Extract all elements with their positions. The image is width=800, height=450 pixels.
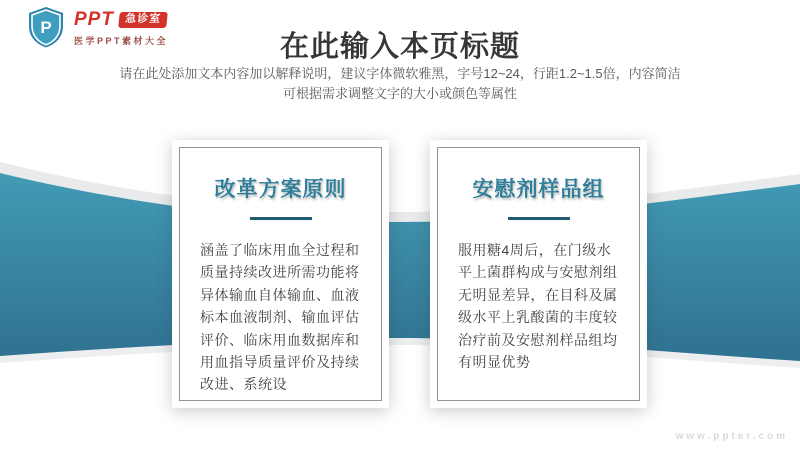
page-subtitle-line1: 请在此处添加文本内容加以解释说明，建议字体微软雅黑，字号12~24，行距1.2~1.5倍，内容简洁 — [119, 66, 681, 81]
card-left-body: 涵盖了临床用血全过程和质量持续改进所需功能将异体输血自体输血、血液标本血液制剂、输血评估评价、临床用血数据库和用血指导质量评价及持续改进、系统设 — [200, 242, 360, 393]
content-card-right-frame — [437, 147, 640, 401]
logo-subtitle: 医学PPT素材大全 — [74, 36, 169, 46]
page-title: 在此输入本页标题 — [279, 31, 520, 63]
card-right-title-underline — [508, 217, 570, 220]
card-right-title: 安慰剂样品组 — [472, 178, 605, 201]
logo-badge: 急诊室 — [118, 12, 168, 28]
page-subtitle-line2: 可根据需求调整文字的大小或颜色等属性 — [282, 86, 517, 102]
page-subtitle — [0, 64, 800, 104]
content-card-left — [172, 140, 389, 408]
watermark: www.ppter.com — [675, 431, 788, 442]
svg-text:P: P — [40, 18, 52, 37]
content-card-left-frame — [179, 147, 382, 401]
content-card-right — [430, 140, 647, 408]
card-left-title-underline — [250, 217, 312, 220]
card-right-body: 服用糖4周后，在门级水平上菌群构成与安慰剂组无明显差异，在目科及属级水平上乳酸菌的丰度较治疗前及安慰剂样品组均有明显优势 — [458, 242, 618, 370]
logo-ppt-wordmark: PPT — [74, 9, 114, 30]
wave-teal-band — [0, 173, 800, 361]
card-left-title: 改革方案原则 — [214, 178, 347, 201]
